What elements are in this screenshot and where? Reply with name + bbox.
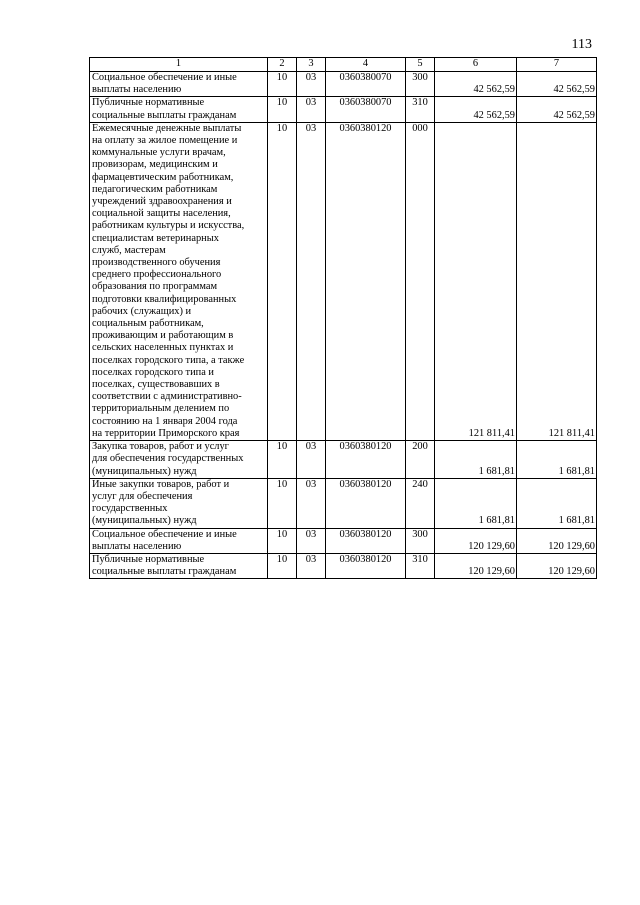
amount-col-6: 42 562,59: [435, 72, 517, 97]
amount-col-7: 1 681,81: [517, 478, 597, 528]
subsection-code: 03: [297, 478, 326, 528]
table-row: [90, 553, 597, 578]
subsection-code: 03: [297, 553, 326, 578]
column-header-6: 6: [435, 58, 517, 72]
subsection-code: 03: [297, 528, 326, 553]
table-row: [90, 97, 597, 122]
amount-col-6: 1 681,81: [435, 478, 517, 528]
amount-col-7: 1 681,81: [517, 441, 597, 479]
row-name: Социальное обеспечение и иные выплаты населению: [90, 528, 268, 553]
section-code: 10: [268, 553, 297, 578]
expense-type-code: 310: [406, 553, 435, 578]
target-code: 0360380120: [326, 553, 406, 578]
table-row: [90, 441, 597, 479]
expense-type-code: 300: [406, 72, 435, 97]
amount-col-6: 120 129,60: [435, 553, 517, 578]
table-row: [90, 122, 597, 440]
section-code: 10: [268, 478, 297, 528]
amount-col-6: 120 129,60: [435, 528, 517, 553]
target-code: 0360380120: [326, 122, 406, 440]
column-header-5: 5: [406, 58, 435, 72]
page-number: 113: [571, 37, 592, 52]
budget-table: [89, 57, 597, 579]
amount-col-6: 1 681,81: [435, 441, 517, 479]
expense-type-code: 000: [406, 122, 435, 440]
row-name: Иные закупки товаров, работ и услуг для обеспечения государственных (муниципальных) нужд: [90, 478, 268, 528]
column-header-3: 3: [297, 58, 326, 72]
table-row: [90, 478, 597, 528]
row-name: Закупка товаров, работ и услуг для обеспечения государственных (муниципальных) нужд: [90, 441, 268, 479]
target-code: 0360380070: [326, 97, 406, 122]
column-header-1: 1: [90, 58, 268, 72]
column-header-2: 2: [268, 58, 297, 72]
row-name: Ежемесячные денежные выплаты на оплату за жилое помещение и коммунальные услуги врачам, провизорам, медицинским и фармацевтическим работникам, педагогическим работникам учреждений здравоохранения и социальной защиты населения, работникам культуры и искусства, специалистам ветеринарных служб, мастерам производственного обучения среднего профессионального образования по программам подготовки квалифицированных рабочих (служащих) и социальным работникам, проживающим и работающим в сельских населенных пунктах и поселках городского типа, а также поселках городского типа и поселках, существовавших в соответствии с административно- территориальным делением по состоянию на 1 января 2004 года на территории Приморского края: [90, 122, 268, 440]
table-row: [90, 528, 597, 553]
row-name: Публичные нормативные социальные выплаты гражданам: [90, 553, 268, 578]
amount-col-7: 42 562,59: [517, 97, 597, 122]
column-header-7: 7: [517, 58, 597, 72]
subsection-code: 03: [297, 441, 326, 479]
target-code: 0360380120: [326, 441, 406, 479]
row-name: Социальное обеспечение и иные выплаты населению: [90, 72, 268, 97]
section-code: 10: [268, 72, 297, 97]
subsection-code: 03: [297, 97, 326, 122]
target-code: 0360380120: [326, 478, 406, 528]
column-header-4: 4: [326, 58, 406, 72]
expense-type-code: 310: [406, 97, 435, 122]
target-code: 0360380120: [326, 528, 406, 553]
subsection-code: 03: [297, 122, 326, 440]
expense-type-code: 240: [406, 478, 435, 528]
header-row: [90, 58, 597, 72]
section-code: 10: [268, 441, 297, 479]
subsection-code: 03: [297, 72, 326, 97]
row-name: Публичные нормативные социальные выплаты гражданам: [90, 97, 268, 122]
table-row: [90, 72, 597, 97]
amount-col-7: 120 129,60: [517, 553, 597, 578]
section-code: 10: [268, 122, 297, 440]
target-code: 0360380070: [326, 72, 406, 97]
amount-col-7: 120 129,60: [517, 528, 597, 553]
amount-col-6: 121 811,41: [435, 122, 517, 440]
expense-type-code: 200: [406, 441, 435, 479]
amount-col-7: 42 562,59: [517, 72, 597, 97]
amount-col-7: 121 811,41: [517, 122, 597, 440]
expense-type-code: 300: [406, 528, 435, 553]
amount-col-6: 42 562,59: [435, 97, 517, 122]
section-code: 10: [268, 97, 297, 122]
section-code: 10: [268, 528, 297, 553]
